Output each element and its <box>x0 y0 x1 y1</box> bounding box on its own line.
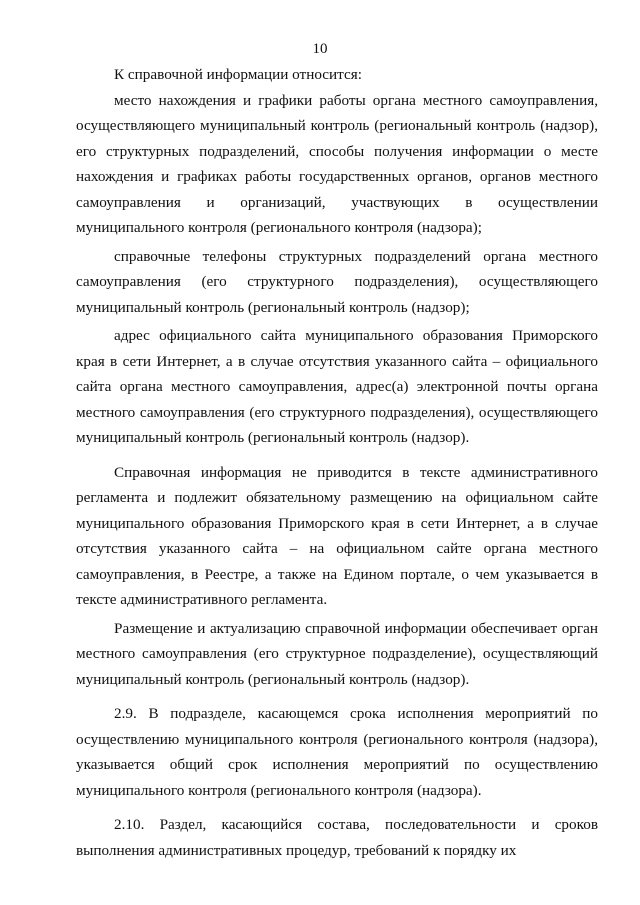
paragraph-phone-numbers: справочные телефоны структурных подразделений органа местного самоуправления (его структурного подразделения), осуществляющего муниципальный контроль (региональный контроль (надзор); <box>76 247 598 316</box>
paragraph-section-2-10: 2.10. Раздел, касающийся состава, последовательности и сроков выполнения административных процедур, требований к порядку их <box>76 816 598 859</box>
paragraph-location-schedule: место нахождения и графики работы органа местного самоуправления, осуществляющего муниципальный контроль (региональный контроль (надзор), его структурных подразделений, способы получения информации о месте нахождения и графиках работы государственных органов, органов местного самоуправления и организаций, участвующих в осуществлении муниципального контроля (регионального контроля (надзора); <box>76 91 598 236</box>
paragraph-placement-update: Размещение и актуализацию справочной информации обеспечивает орган местного самоуправления (его структурное подразделение), осуществляющий муниципальный контроль (региональный контроль (надзор). <box>76 619 598 688</box>
paragraph-not-in-regulation: Справочная информация не приводится в тексте административного регламента и подлежит обязательному размещению на официальном сайте муниципального образования Приморского края в сети Интернет, а в случае отсутствия указанного сайта – на официальном сайте органа местного самоуправления, в Реестре, а также на Едином портале, о чем указывается в тексте административного регламента. <box>76 463 598 608</box>
paragraph-section-2-9: 2.9. В подразделе, касающемся срока исполнения мероприятий по осуществлению муниципального контроля (регионального контроля (надзора), указывается общий срок исполнения мероприятий по осуществлению муниципального контроля (регионального контроля (надзора). <box>76 705 598 799</box>
page-number: 10 <box>312 41 328 57</box>
document-body <box>76 62 598 863</box>
paragraph-website-address: адрес официального сайта муниципального образования Приморского края в сети Интернет, а в случае отсутствия указанного сайта – официального сайта органа местного самоуправления, адрес(а) электронной почты органа местного самоуправления (его структурного подразделения), осуществляющего муниципальный контроль (региональный контроль (надзор). <box>76 327 598 446</box>
paragraph-reference-info-intro: К справочной информации относится: <box>114 66 362 83</box>
